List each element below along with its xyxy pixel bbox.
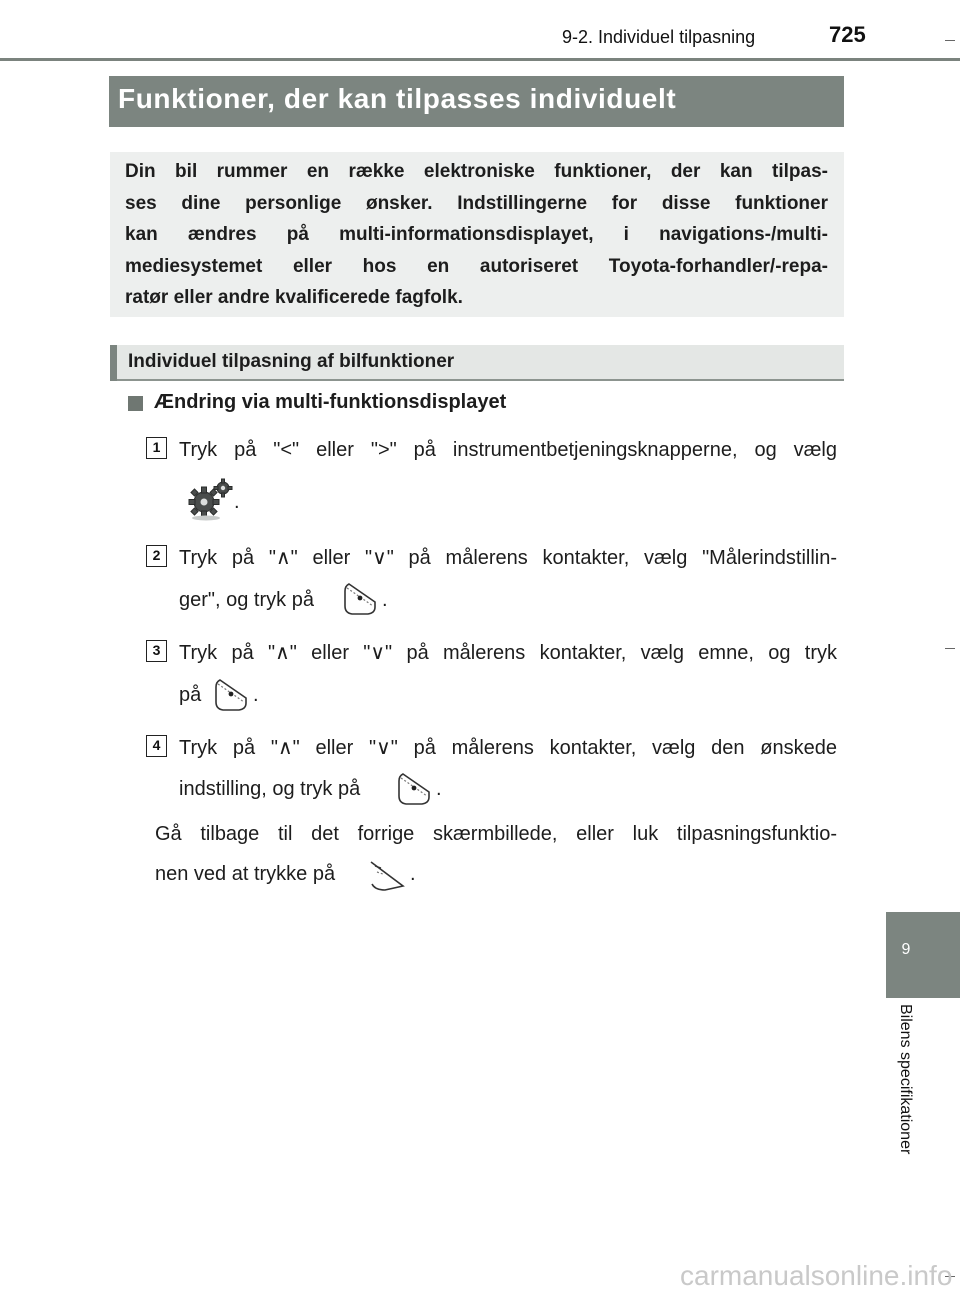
intro-line: ses dine personlige ønsker. Indstillingerne for disse funktioner xyxy=(125,192,828,214)
step-number: 2 xyxy=(146,545,167,567)
intro-text xyxy=(125,156,828,314)
chapter-tab-label-wrap xyxy=(886,1004,926,1204)
header-rule xyxy=(0,58,960,61)
step-1-period: . xyxy=(234,491,240,513)
step-number: 1 xyxy=(146,437,167,459)
step-3-text-cont: på xyxy=(179,684,202,706)
back-note-period: . xyxy=(410,863,416,885)
block-heading: Ændring via multi-funktionsdisplayet xyxy=(154,391,507,413)
step-number: 3 xyxy=(146,640,167,662)
chapter-tab-label: Bilens specifikationer xyxy=(897,1004,914,1155)
intro-line: Din bil rummer en række elektroniske funktioner, der kan tilpas- xyxy=(125,161,828,182)
back-switch-icon xyxy=(367,856,407,894)
chapter-tab-number: 9 xyxy=(901,941,911,958)
back-note-text-cont: nen ved at trykke på xyxy=(155,863,336,885)
step-2-period: . xyxy=(382,589,388,611)
intro-line: ratør eller andre kvalificerede fagfolk. xyxy=(125,287,463,309)
block-bullet-icon xyxy=(128,396,143,411)
watermark: carmanualsonline.info xyxy=(680,1260,953,1291)
step-4-text-cont: indstilling, og tryk på xyxy=(179,778,361,800)
ok-switch-icon xyxy=(212,676,250,714)
subsection-heading: Individuel tilpasning af bilfunktioner xyxy=(128,351,455,372)
page-title: Funktioner, der kan tilpasses individuelt xyxy=(118,83,677,114)
step-number: 4 xyxy=(146,735,167,757)
crop-mark xyxy=(945,648,955,649)
step-2-text: Tryk på "∧" eller "∨" på målerens kontakter, vælg "Målerindstillin- xyxy=(179,547,837,569)
step-4-period: . xyxy=(436,778,442,800)
gear-icon xyxy=(184,476,236,522)
step-1-text: Tryk på "<" eller ">" på instrumentbetjeningsknapperne, og vælg xyxy=(179,439,837,461)
intro-line: kan ændres på multi-informationsdisplayet, i navigations-/multi- xyxy=(125,224,828,246)
step-3-text: Tryk på "∧" eller "∨" på målerens kontakter, vælg emne, og tryk xyxy=(179,642,837,664)
step-4-text: Tryk på "∧" eller "∨" på målerens kontakter, vælg den ønskede xyxy=(179,737,837,759)
intro-line: mediesystemet eller hos en autoriseret Toyota-forhandler/-repa- xyxy=(125,255,828,277)
ok-switch-icon xyxy=(395,770,433,808)
ok-switch-icon xyxy=(341,580,379,618)
subsection-accent-bar xyxy=(110,345,117,381)
running-header-section: 9-2. Individuel tilpasning xyxy=(562,27,756,47)
step-2-text-cont: ger", og tryk på xyxy=(179,589,314,611)
back-note-text: Gå tilbage til det forrige skærmbillede, eller luk tilpasningsfunktio- xyxy=(155,823,837,845)
step-3-period: . xyxy=(253,684,259,706)
page-number: 725 xyxy=(829,22,866,47)
crop-mark xyxy=(945,40,955,41)
